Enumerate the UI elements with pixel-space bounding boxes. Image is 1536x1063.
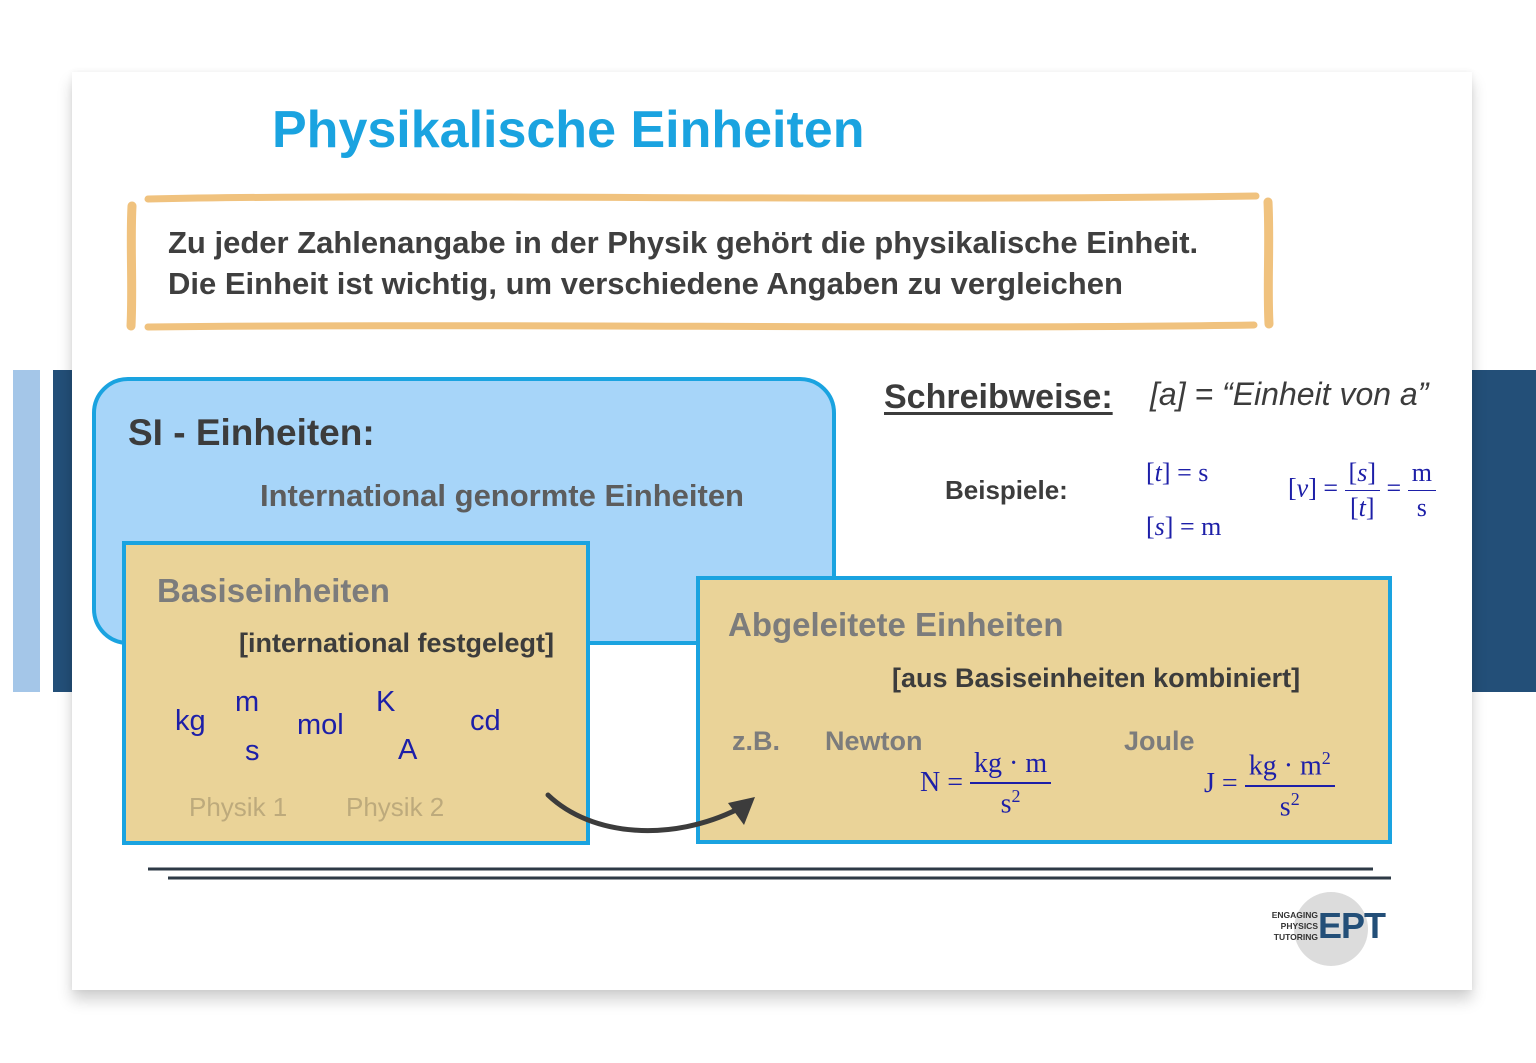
joule-formula xyxy=(1204,748,1335,823)
bottom-divider xyxy=(148,866,1398,882)
logo-line-2: PHYSICS xyxy=(1280,921,1318,931)
joule-num-exp: 2 xyxy=(1321,748,1331,768)
logo-wordmark: EPT xyxy=(1318,905,1386,946)
joule-num-base: kg · m xyxy=(1248,750,1322,782)
examples-label: Beispiele: xyxy=(945,475,1068,505)
example-2-rhs: m xyxy=(1201,512,1222,541)
velocity-fraction-1: $\frac{[s]}{[t]}$ xyxy=(1345,458,1380,523)
unit-kg: kg xyxy=(175,705,206,737)
velocity-frac1-den: t xyxy=(1358,492,1366,522)
joule-denominator xyxy=(1280,787,1300,824)
base-units-subtitle: [international festgelegt] xyxy=(239,628,555,658)
example-velocity: [v] = $\frac{[s]}{[t]}$ = $\frac{m}{s}$ xyxy=(1288,458,1436,523)
example-label: z.B. xyxy=(732,726,781,756)
joule-fraction xyxy=(1245,748,1335,823)
unit-cd: cd xyxy=(470,705,501,737)
side-bar-light-left xyxy=(13,370,40,692)
example-1-rhs: s xyxy=(1198,458,1209,487)
slide xyxy=(72,72,1472,990)
velocity-fraction-2 xyxy=(1408,458,1436,523)
example-3-lhs: v xyxy=(1296,473,1309,503)
newton-formula xyxy=(920,748,1051,821)
logo-line-3: TUTORING xyxy=(1273,932,1318,942)
unit-m: m xyxy=(235,686,260,718)
intro-line-2: Die Einheit ist wichtig, um verschiedene Angaben zu vergleichen xyxy=(168,266,1123,301)
link-physik-2[interactable]: Physik 2 xyxy=(346,792,445,822)
derived-units-title: Abgeleitete Einheiten xyxy=(728,606,1064,643)
si-units-title: SI - Einheiten: xyxy=(128,412,375,453)
example-2-lhs: s xyxy=(1154,512,1165,541)
unit-K: K xyxy=(376,686,396,718)
derived-units-subtitle: [aus Basiseinheiten kombiniert] xyxy=(892,663,1301,693)
velocity-frac2-num: m xyxy=(1408,458,1436,491)
unit-s: s xyxy=(245,735,260,767)
notation-expression: [a] = “Einheit von a” xyxy=(1150,376,1429,412)
joule-numerator xyxy=(1245,748,1335,787)
notation-label: Schreibweise: xyxy=(884,378,1113,416)
example-t-equals-s: [t] = s xyxy=(1146,458,1209,487)
newton-fraction xyxy=(970,748,1051,821)
joule-den-base: s xyxy=(1279,790,1291,822)
newton-label: Newton xyxy=(825,726,923,756)
newton-den-exp: 2 xyxy=(1011,786,1021,807)
unit-A: A xyxy=(398,734,418,766)
intro-line-1: Zu jeder Zahlenangabe in der Physik gehört die physikalische Einheit. xyxy=(168,225,1199,260)
side-bar-dark-right xyxy=(1472,370,1536,692)
ept-logo xyxy=(1266,892,1390,966)
newton-den-base: s xyxy=(1000,788,1012,820)
intro-text xyxy=(168,222,1198,304)
link-physik-1[interactable]: Physik 1 xyxy=(189,792,288,822)
si-units-subtitle: International genormte Einheiten xyxy=(260,478,744,513)
slide-title: Physikalische Einheiten xyxy=(272,101,865,159)
example-s-equals-m: [s] = m xyxy=(1146,512,1222,541)
joule-lhs: J = xyxy=(1204,767,1238,799)
logo-tagline xyxy=(1272,910,1318,943)
joule-label: Joule xyxy=(1124,726,1195,756)
newton-numerator: kg · m xyxy=(970,748,1051,784)
newton-denominator xyxy=(1001,784,1021,821)
newton-lhs: N = xyxy=(920,766,964,798)
velocity-frac1-num: s xyxy=(1357,458,1368,487)
logo-line-1: ENGAGING xyxy=(1271,910,1318,920)
base-units-title: Basiseinheiten xyxy=(157,572,390,609)
velocity-frac2-den: s xyxy=(1416,492,1427,522)
joule-den-exp: 2 xyxy=(1290,788,1300,809)
unit-mol: mol xyxy=(297,709,344,741)
curved-arrow-icon xyxy=(542,787,762,857)
example-1-lhs: t xyxy=(1154,458,1162,487)
